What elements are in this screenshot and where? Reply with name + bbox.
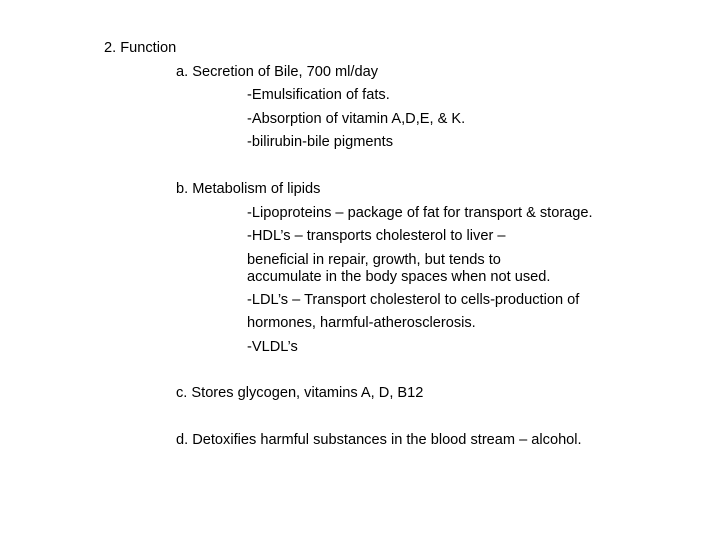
slide-heading: 2. Function xyxy=(104,40,177,56)
section-a-item: -Emulsification of fats. xyxy=(247,87,390,103)
section-a-item: -bilirubin-bile pigments xyxy=(247,134,394,150)
section-b-item: accumulate in the body spaces when not used. xyxy=(247,269,551,285)
section-b-item: -HDL’s – transports cholesterol to liver – xyxy=(247,228,506,244)
section-d-title: d. Detoxifies harmful substances in the blood stream – alcohol. xyxy=(176,432,582,448)
section-b-item: -Lipoproteins – package of fat for transport & storage. xyxy=(247,205,593,221)
section-b-title: b. Metabolism of lipids xyxy=(176,181,321,197)
section-b-item: -VLDL’s xyxy=(247,339,298,355)
section-b-item: beneficial in repair, growth, but tends to xyxy=(247,252,501,268)
section-a-title: a. Secretion of Bile, 700 ml/day xyxy=(176,64,378,80)
section-a-item: -Absorption of vitamin A,D,E, & K. xyxy=(247,111,466,127)
section-b-item: -LDL’s – Transport cholesterol to cells-production of xyxy=(247,292,580,308)
section-b-item: hormones, harmful-atherosclerosis. xyxy=(247,315,476,331)
section-c-title: c. Stores glycogen, vitamins A, D, B12 xyxy=(176,385,424,401)
